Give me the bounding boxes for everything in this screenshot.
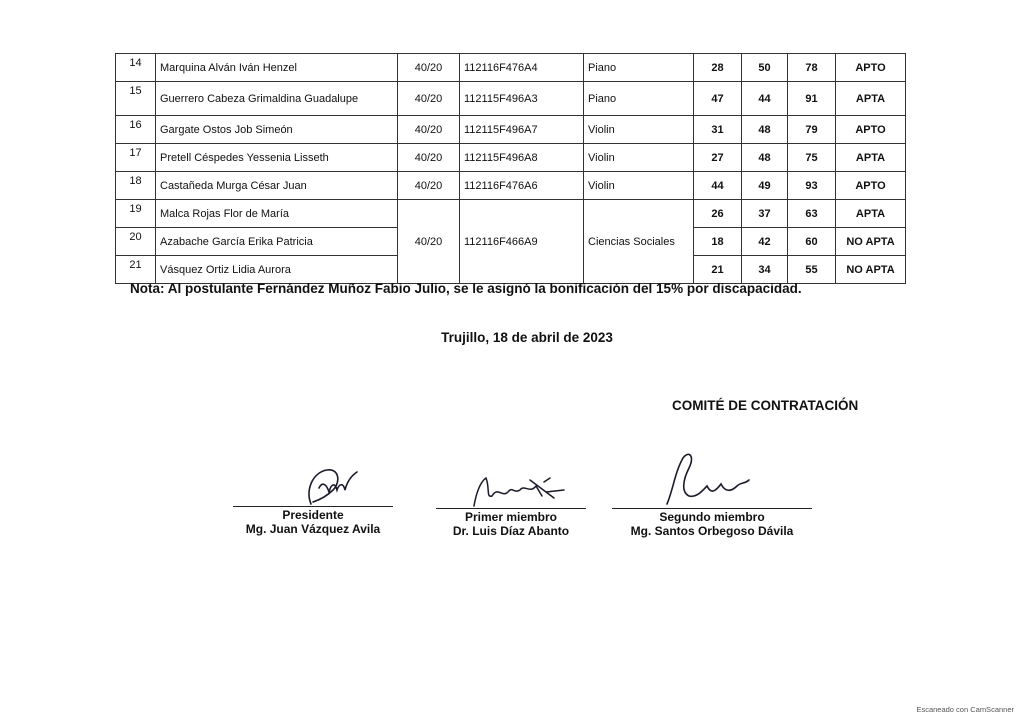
row-number: 16 xyxy=(116,116,156,144)
plaza-hours: 40/20 xyxy=(398,82,460,116)
table-row xyxy=(116,82,906,116)
total-score: 55 xyxy=(788,256,836,284)
table-row xyxy=(116,54,906,82)
signatory-name: Mg. Santos Orbegoso Dávila xyxy=(630,524,794,538)
table-row xyxy=(116,144,906,172)
candidate-name: Pretell Céspedes Yessenia Lisseth xyxy=(156,144,398,172)
total-score: 60 xyxy=(788,228,836,256)
total-score: 75 xyxy=(788,144,836,172)
score-1: 26 xyxy=(694,200,742,228)
row-number: 18 xyxy=(116,172,156,200)
plaza-code: 112115F496A7 xyxy=(460,116,584,144)
result-status: NO APTA xyxy=(836,256,906,284)
score-2: 49 xyxy=(742,172,788,200)
result-status: APTA xyxy=(836,200,906,228)
date-place: Trujillo, 18 de abril de 2023 xyxy=(441,330,613,345)
score-1: 21 xyxy=(694,256,742,284)
score-1: 27 xyxy=(694,144,742,172)
specialty: Piano xyxy=(584,54,694,82)
result-status: APTO xyxy=(836,172,906,200)
score-1: 31 xyxy=(694,116,742,144)
signature-president xyxy=(233,460,393,536)
plaza-code: 112116F476A4 xyxy=(460,54,584,82)
score-1: 28 xyxy=(694,54,742,82)
candidate-name: Vásquez Ortiz Lidia Aurora xyxy=(156,256,398,284)
signature-first-member xyxy=(436,468,586,538)
handwritten-signature-icon xyxy=(446,468,576,508)
score-1: 44 xyxy=(694,172,742,200)
row-number: 21 xyxy=(116,256,156,284)
specialty: Violin xyxy=(584,144,694,172)
row-number: 19 xyxy=(116,200,156,228)
total-score: 91 xyxy=(788,82,836,116)
row-number: 15 xyxy=(116,82,156,116)
row-number: 17 xyxy=(116,144,156,172)
handwritten-signature-icon xyxy=(253,460,373,506)
result-status: APTO xyxy=(836,116,906,144)
total-score: 63 xyxy=(788,200,836,228)
candidate-name: Castañeda Murga César Juan xyxy=(156,172,398,200)
specialty: Violin xyxy=(584,116,694,144)
score-2: 48 xyxy=(742,144,788,172)
scanner-watermark: Escaneado con CamScanner xyxy=(916,705,1014,714)
specialty: Ciencias Sociales xyxy=(584,200,694,284)
specialty: Violin xyxy=(584,172,694,200)
result-status: APTA xyxy=(836,144,906,172)
total-score: 78 xyxy=(788,54,836,82)
signature-second-member xyxy=(612,450,812,538)
result-status: NO APTA xyxy=(836,228,906,256)
table-row xyxy=(116,172,906,200)
committee-title: COMITÉ DE CONTRATACIÓN xyxy=(672,398,859,413)
signatory-name: Dr. Luis Díaz Abanto xyxy=(452,524,570,538)
candidate-name: Guerrero Cabeza Grimaldina Guadalupe xyxy=(156,82,398,116)
score-2: 44 xyxy=(742,82,788,116)
score-2: 42 xyxy=(742,228,788,256)
score-1: 47 xyxy=(694,82,742,116)
plaza-code: 112115F496A3 xyxy=(460,82,584,116)
signature-line xyxy=(612,508,812,509)
plaza-hours: 40/20 xyxy=(398,200,460,284)
score-2: 48 xyxy=(742,116,788,144)
plaza-code: 112115F496A8 xyxy=(460,144,584,172)
signature-line xyxy=(436,508,586,509)
row-number: 20 xyxy=(116,228,156,256)
candidate-name: Malca Rojas Flor de María xyxy=(156,200,398,228)
signatory-role: Segundo miembro xyxy=(659,510,765,524)
candidate-name: Azabache García Erika Patricia xyxy=(156,228,398,256)
plaza-hours: 40/20 xyxy=(398,144,460,172)
results-table xyxy=(115,53,906,284)
signatory-role: Presidente xyxy=(282,508,344,522)
row-number: 14 xyxy=(116,54,156,82)
table-row xyxy=(116,200,906,228)
score-2: 37 xyxy=(742,200,788,228)
score-2: 34 xyxy=(742,256,788,284)
result-status: APTO xyxy=(836,54,906,82)
score-2: 50 xyxy=(742,54,788,82)
plaza-hours: 40/20 xyxy=(398,172,460,200)
candidate-name: Gargate Ostos Job Simeón xyxy=(156,116,398,144)
score-1: 18 xyxy=(694,228,742,256)
plaza-code: 112116F466A9 xyxy=(460,200,584,284)
plaza-code: 112116F476A6 xyxy=(460,172,584,200)
specialty: Piano xyxy=(584,82,694,116)
total-score: 79 xyxy=(788,116,836,144)
signatory-role: Primer miembro xyxy=(464,510,558,524)
result-status: APTA xyxy=(836,82,906,116)
table-row xyxy=(116,116,906,144)
total-score: 93 xyxy=(788,172,836,200)
handwritten-signature-icon xyxy=(637,450,787,508)
plaza-hours: 40/20 xyxy=(398,54,460,82)
note-text: Nota: Al postulante Fernández Muñoz Fabio Julio, se le asignó la bonificación del 15% por discapacidad. xyxy=(130,281,802,296)
signature-line xyxy=(233,506,393,507)
candidate-name: Marquina Alván Iván Henzel xyxy=(156,54,398,82)
signatory-name: Mg. Juan Vázquez Avila xyxy=(245,522,381,536)
plaza-hours: 40/20 xyxy=(398,116,460,144)
